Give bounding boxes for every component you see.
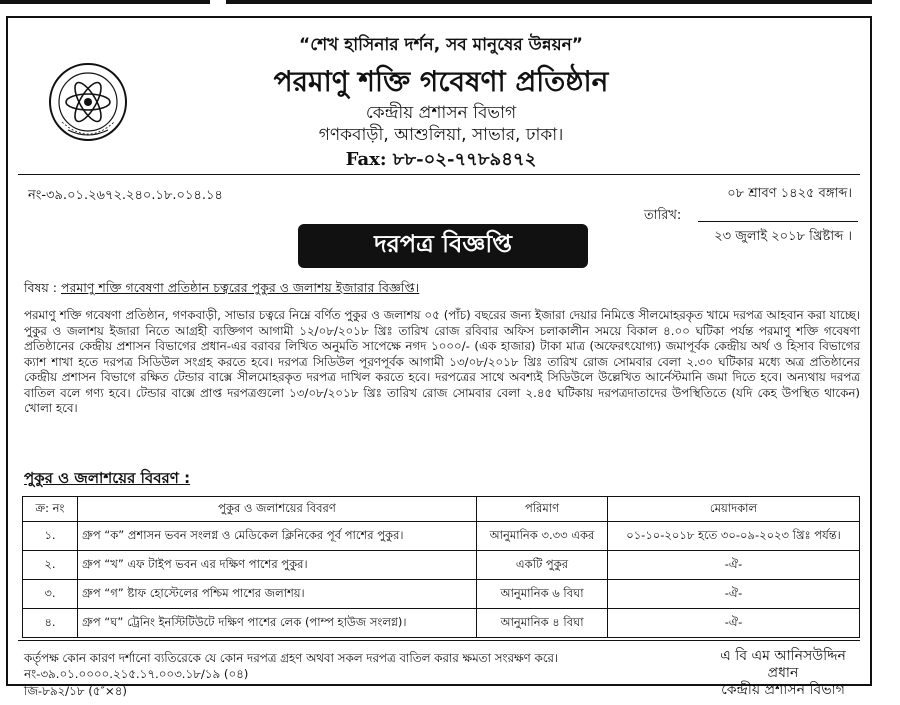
notice-frame	[6, 16, 872, 698]
header-period: মেয়াদকাল	[608, 497, 860, 522]
pond-table	[22, 496, 860, 638]
header-serial: ক্র: নং	[23, 497, 78, 522]
cell-description: গ্রুপ “গ” ষ্টাফ হোস্টেলের পশ্চিম পাশের জলাশয়।	[78, 580, 477, 609]
cell-description: গ্রুপ “ঘ” ট্রেনিং ইনস্টিটিউটে দক্ষিণ পাশের লেক (পাম্প হাউজ সংলগ্ন)।	[78, 609, 477, 638]
cell-quantity: আনুমানিক ৬ বিঘা	[477, 580, 608, 609]
cell-period: -ঐ-	[608, 580, 860, 609]
cell-serial: ৩.	[23, 580, 78, 609]
cell-description: গ্রুপ “ক” প্রশাসন ভবন সংলগ্ন ও মেডিকেল ক্লিনিকের পূর্ব পাশের পুকুর।	[78, 522, 477, 551]
fax-number: Fax: ৮৮-০২-৭৭৮৯৪৭২	[345, 149, 537, 170]
cell-serial: ৪.	[23, 609, 78, 638]
section-title: পুকুর ও জলাশয়ের বিবরণ :	[24, 469, 191, 487]
header-description: পুকুর ও জলাশয়ের বিবরণ	[78, 497, 477, 522]
department-name: কেন্দ্রীয় প্রশাসন বিভাগ	[365, 103, 517, 123]
cell-quantity: আনুমানিক ৩.৩৩ একর	[477, 522, 608, 551]
cell-quantity: আনুমানিক ৪ বিঘা	[477, 609, 608, 638]
header-divider	[18, 174, 860, 175]
cell-period: ০১-১০-২০১৮ হতে ৩০-০৯-২০২৩ খ্রিঃ পর্যন্ত।	[608, 522, 860, 551]
footer-note: কর্তৃপক্ষ কোন কারণ দর্শানো ব্যতিরেকে যে কোন দরপত্র গ্রহণ অথবা সকল দরপত্র বাতিল করার ক্ষমতা সংরক্ষণ করে।	[24, 651, 559, 665]
signatory-title: প্রধান	[767, 665, 799, 681]
table-row	[23, 522, 860, 551]
footer-divider	[18, 640, 860, 641]
subject-line	[24, 280, 419, 300]
cell-description: গ্রুপ “খ” এফ টাইপ ভবন এর দক্ষিণ পাশের পুকুর।	[78, 551, 477, 580]
signatory-department: কেন্দ্রীয় প্রশাসন বিভাগ	[721, 682, 845, 698]
address: গণকবাড়ী, আশুলিয়া, সাভার, ঢাকা।	[318, 125, 564, 145]
cell-period: -ঐ-	[608, 551, 860, 580]
date-divider	[698, 221, 858, 222]
memo-number: নং-৩৯.০১.২৬৭২.২৪০.১৮.০১৪.১৪	[28, 188, 223, 203]
table-row	[23, 551, 860, 580]
top-bar-left	[0, 0, 210, 4]
cell-period: -ঐ-	[608, 609, 860, 638]
notice-title: দরপত্র বিজ্ঞপ্তি	[298, 224, 588, 268]
subject-text: পরমাণু শক্তি গবেষণা প্রতিষ্ঠান চত্বরের পুকুর ও জলাশয় ইজারার বিজ্ঞপ্তি।	[60, 280, 420, 295]
date-bangla: ০৮ শ্রাবণ ১৪২৫ বঙ্গাব্দ।	[727, 186, 852, 201]
org-name: পরমাণু শক্তি গবেষণা প্রতিষ্ঠান	[273, 65, 609, 98]
notice-body: পরমাণু শক্তি গবেষণা প্রতিষ্ঠান, গণকবাড়ী, সাভার চত্বরে নিম্নে বর্ণিত পুকুর ও জলাশয় ০৫ (পাঁচ) বছরের জন্য ইজারা দেয়ার নিমিত্তে সীলমোহরকৃত খামে দরপত্র আহবান করা যাচ্ছে। পুকুর ও জলাশয় ইজারা নিতে আগ্রহী ব্যক্তিগণ আগামী ১২/০৮/২০১৮ খ্রিঃ তারিখ রোজ রবিবার অফিস চলাকালীন সময়ে বিকাল ৪.০০ ঘটিকা পর্যন্ত পরমাণু শক্তি গবেষণা প্রতিষ্ঠানের কেন্দ্রীয় প্রশাসন বিভাগের প্রধান-এর বরাবর লিখিত অনুমতি সাপেক্ষে নগদ ১০০০/- (এক হাজার) টাকা মাত্র (অফেরৎযোগ্য) জমাপূর্বক কেন্দ্রীয় অর্থ ও হিসাব বিভাগের ক্যাশ শাখা হতে দরপত্র সিডিউল সংগ্রহ করতে হবে। দরপত্র সিডিউল পূরণপূর্বক আগামী ১৩/০৮/২০১৮ খ্রিঃ তারিখ রোজ সোমবার বেলা ২.৩০ ঘটিকার মধ্যে অত্র প্রতিষ্ঠানের কেন্দ্রীয় প্রশাসন বিভাগে রক্ষিত টেন্ডার বাক্সে সীলমোহরকৃত দরপত্র দাখিল করতে হবে। দরপত্রের সাথে অবশ্যই সিডিউলে উল্লেখিত আর্নেস্টমানি জমা দিতে হবে। অন্যথায় দরপত্র বাতিল বলে গণ্য হবে। টেন্ডার বাক্সে প্রাপ্ত দরপত্রগুলো ১৩/০৮/২০১৮ খ্রিঃ তারিখ রোজ সোমবার বেলা ২.৪৫ ঘটিকায় দরপত্রদাতাদের উপস্থিতিতে (যদি কেহ উপস্থিত থাকেন) খোলা হবে।	[24, 308, 860, 415]
subject-label: বিষয় :	[24, 280, 57, 295]
top-bar-right	[226, 0, 872, 4]
signature-block	[698, 648, 868, 699]
date-english: ২৩ জুলাই ২০১৮ খ্রিষ্টাব্দ ।	[714, 229, 852, 244]
signatory-name: এ বি এম আনিসউদ্দিন	[720, 648, 846, 664]
date-label: তারিখ:	[644, 208, 682, 223]
footer-ref: জি-৮৯২/১৮ (৫″×৪)	[24, 684, 128, 698]
cell-serial: ২.	[23, 551, 78, 580]
table-row	[23, 609, 860, 638]
header-quantity: পরিমাণ	[477, 497, 608, 522]
table-row	[23, 580, 860, 609]
footer-memo: নং-৩৯.০১.০০০০.২১৫.১৭.০০৩.১৮/১৯ (০৪)	[24, 667, 249, 681]
cell-quantity: একটি পুকুর	[477, 551, 608, 580]
cell-serial: ১.	[23, 522, 78, 551]
table-header-row	[23, 497, 860, 522]
slogan: “শেখ হাসিনার দর্শন, সব মানুষের উন্নয়ন”	[299, 35, 583, 55]
